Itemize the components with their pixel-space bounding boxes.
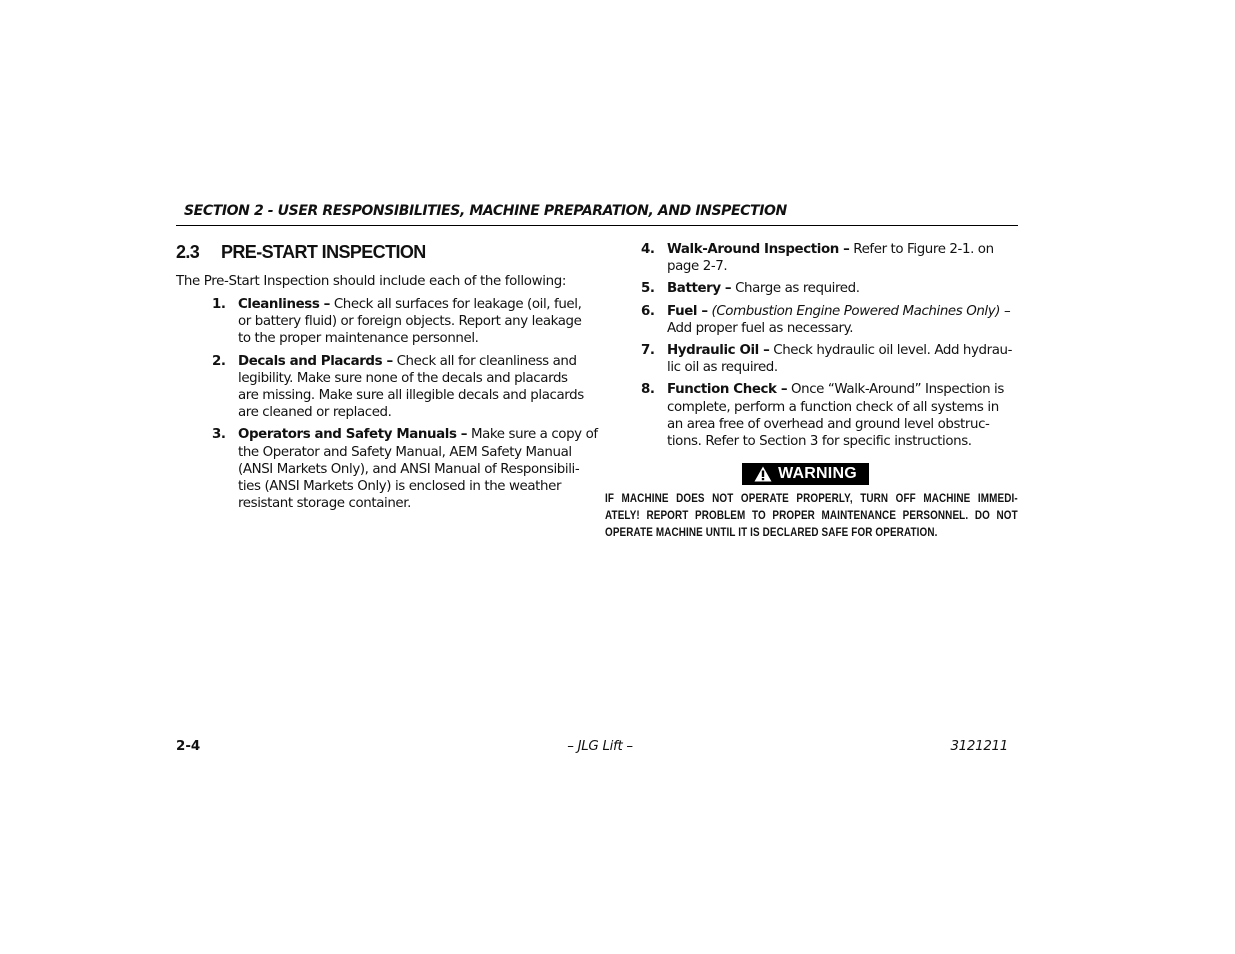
right-column — [641, 241, 1018, 455]
item-number: 1. — [212, 297, 226, 312]
list-item-battery — [641, 280, 1018, 297]
item-number: 2. — [212, 353, 226, 369]
section-title — [176, 241, 590, 263]
list-item-hydraulic-oil — [641, 342, 1018, 376]
list-item-function-check — [641, 381, 1018, 450]
section-number: 2.3 — [176, 242, 200, 262]
item-label: Walk-Around Inspection – — [667, 242, 850, 257]
item-label: Decals and Placards – — [238, 353, 393, 369]
item-italic-note: (Combustion Engine Powered Machines Only) — [711, 303, 1001, 319]
item-text: (ANSI Markets Only), and ANSI Manual of Responsibili- — [238, 461, 580, 477]
item-label: Cleanliness – — [238, 297, 330, 312]
item-text: Make sure a copy of — [470, 427, 598, 443]
item-text: Charge as required. — [735, 281, 860, 297]
list-item-manuals — [212, 426, 598, 512]
section-header: SECTION 2 - USER RESPONSIBILITIES, MACHINE PREPARATION, AND INSPECTION — [184, 203, 787, 219]
item-label: Function Check – — [667, 382, 788, 398]
list-item-decals-placards — [212, 353, 590, 422]
item-number: 7. — [641, 343, 655, 359]
warning-text — [605, 491, 1018, 542]
footer-brand: – JLG Lift – — [567, 739, 633, 754]
item-label: Operators and Safety Manuals – — [238, 427, 468, 443]
item-text: Refer to Figure 2-1. on — [853, 242, 994, 257]
document-number: 3121211 — [950, 739, 1008, 754]
item-text: – — [1003, 303, 1011, 319]
item-text: are missing. Make sure all illegible decals and placards — [238, 388, 584, 404]
warning-line: IF MACHINE DOES NOT OPERATE PROPERLY, TURN OFF MACHINE IMMEDI- — [605, 493, 1018, 505]
item-text: lic oil as required. — [667, 360, 778, 376]
list-item-fuel — [641, 303, 1018, 337]
item-number: 4. — [641, 242, 655, 257]
item-text: an area free of overhead and ground level obstruc- — [667, 416, 990, 432]
page-number: 2-4 — [176, 739, 201, 754]
item-text: complete, perform a function check of all systems in — [667, 399, 999, 415]
item-text: Add proper fuel as necessary. — [667, 320, 854, 336]
item-text: are cleaned or replaced. — [238, 405, 392, 421]
item-text: Once “Walk-Around” Inspection is — [790, 382, 1004, 398]
item-text: Check all for cleanliness and — [396, 353, 577, 369]
item-text: page 2-7. — [667, 259, 728, 275]
item-number: 8. — [641, 382, 655, 398]
warning-triangle-icon — [754, 466, 772, 482]
item-text: the Operator and Safety Manual, AEM Safety Manual — [238, 444, 572, 460]
item-text: Check hydraulic oil level. Add hydrau- — [773, 343, 1013, 359]
warning-line: ATELY! REPORT PROBLEM TO PROPER MAINTENANCE PERSONNEL. DO NOT — [605, 510, 1018, 522]
item-label: Fuel – — [667, 303, 708, 319]
item-number: 6. — [641, 303, 655, 319]
item-number: 5. — [641, 281, 655, 297]
item-text: ties (ANSI Markets Only) is enclosed in the weather — [238, 479, 562, 495]
warning-line: OPERATE MACHINE UNTIL IT IS DECLARED SAFE FOR OPERATION. — [605, 527, 938, 539]
warning-badge-label: WARNING — [778, 465, 857, 482]
header-rule — [176, 225, 1018, 226]
intro-text: The Pre-Start Inspection should include each of the following: — [176, 274, 567, 289]
item-label: Hydraulic Oil – — [667, 343, 770, 359]
item-number: 3. — [212, 427, 226, 443]
list-item-cleanliness — [212, 296, 590, 348]
warning-badge — [742, 463, 869, 485]
inspection-list-left — [176, 296, 598, 512]
item-text: Check all surfaces for leakage (oil, fuel, — [333, 297, 582, 312]
inspection-list-right — [641, 241, 1018, 450]
item-text: resistant storage container. — [238, 496, 411, 512]
section-title-text: PRE-START INSPECTION — [221, 242, 426, 262]
item-text: legibility. Make sure none of the decals and placards — [238, 370, 568, 386]
list-item-walk-around — [641, 241, 1018, 275]
item-text: tions. Refer to Section 3 for specific instructions. — [667, 434, 972, 450]
item-text: to the proper maintenance personnel. — [238, 331, 479, 347]
item-text: or battery fluid) or foreign objects. Report any leakage — [238, 314, 582, 330]
left-column — [176, 241, 598, 517]
item-label: Battery – — [667, 281, 732, 297]
